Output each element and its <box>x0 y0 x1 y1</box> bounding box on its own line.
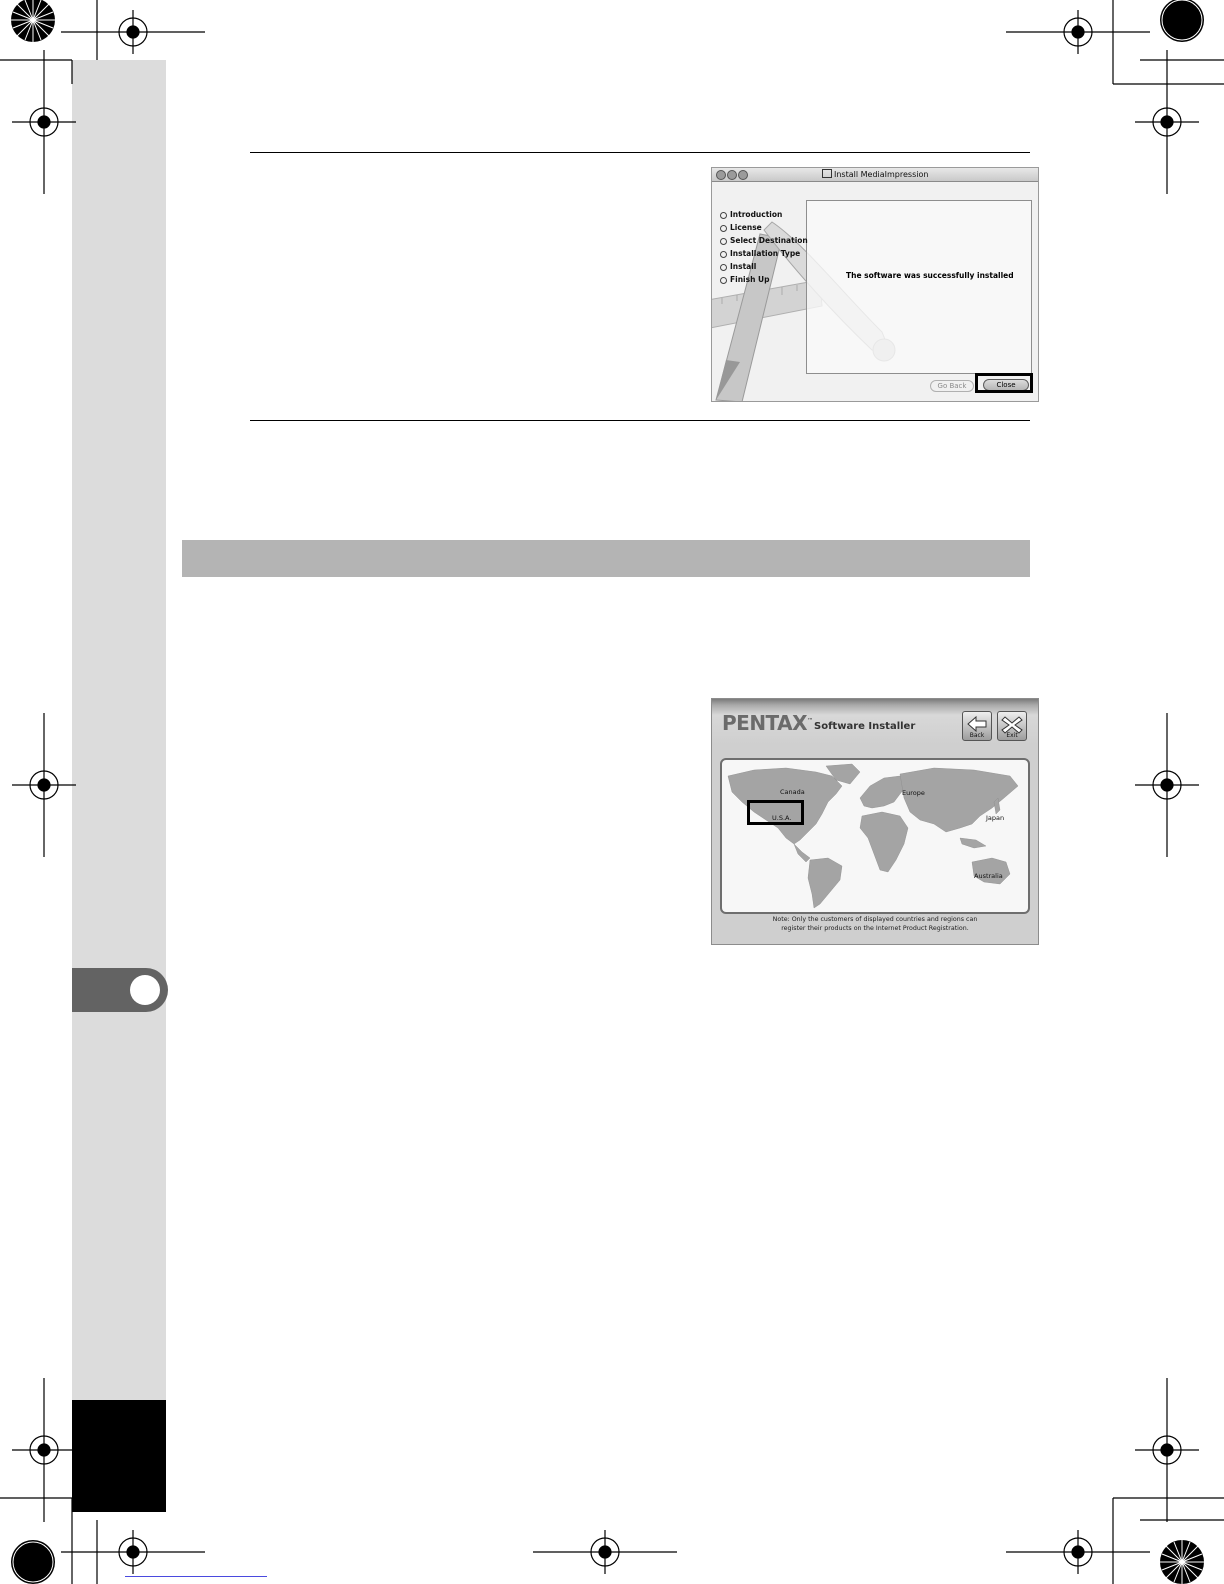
mac-window-title: Install MediaImpression <box>822 169 928 179</box>
mac-titlebar <box>712 168 1038 182</box>
registration-target-icon <box>61 1530 205 1574</box>
registration-target-icon <box>533 1530 677 1574</box>
bullet-icon <box>720 277 727 284</box>
step-install: Install <box>720 262 756 271</box>
exit-label: Exit <box>1006 732 1018 739</box>
step-license: License <box>720 223 762 232</box>
bullet-icon <box>720 212 727 219</box>
step-select-destination: Select Destination <box>720 236 808 245</box>
trademark-mark: ™ <box>807 717 813 725</box>
exit-button[interactable] <box>997 711 1027 741</box>
pentax-installer-screenshot <box>711 698 1039 945</box>
installer-title: Software Installer <box>814 721 916 732</box>
registration-note <box>712 915 1038 933</box>
region-australia[interactable]: Australia <box>974 872 1003 880</box>
registration-target-icon <box>1006 10 1150 54</box>
close-button-highlight <box>975 373 1033 393</box>
registration-target-icon <box>12 1378 76 1522</box>
section-heading-bar <box>182 540 1030 577</box>
step-bottom-rule <box>250 420 1030 421</box>
usa-selection-highlight <box>747 800 804 825</box>
side-black-block <box>72 1400 166 1512</box>
registration-target-icon <box>1006 1530 1150 1574</box>
starburst-tr <box>1160 0 1204 42</box>
note-line-1: Note: Only the customers of displayed countries and regions can <box>772 916 978 923</box>
registration-target-icon <box>61 10 205 54</box>
back-button[interactable] <box>962 711 992 741</box>
zoom-dot-icon <box>738 170 748 180</box>
registration-target-icon <box>12 50 76 194</box>
footer-link-underline <box>125 1576 267 1577</box>
go-back-button[interactable]: Go Back <box>930 380 974 392</box>
chapter-tab-circle <box>130 975 160 1005</box>
back-arrow-icon <box>963 714 991 734</box>
minimize-dot-icon <box>727 170 737 180</box>
world-map <box>724 762 1026 910</box>
side-band <box>72 60 166 1510</box>
mac-installer-screenshot <box>711 167 1039 402</box>
region-japan[interactable]: Japan <box>986 814 1005 822</box>
region-usa[interactable]: U.S.A. <box>772 814 792 822</box>
starburst-tl <box>11 0 55 42</box>
close-button[interactable]: Close <box>983 379 1029 391</box>
bullet-icon <box>720 264 727 271</box>
success-message: The software was successfully installed <box>846 271 1014 280</box>
bullet-icon <box>720 251 727 258</box>
region-canada[interactable]: Canada <box>780 788 805 796</box>
bullet-icon <box>720 238 727 245</box>
region-europe[interactable]: Europe <box>902 789 925 797</box>
world-map-frame <box>720 758 1030 914</box>
registration-target-icon <box>1135 713 1199 857</box>
pentax-logo: PENTAX™ <box>722 711 813 735</box>
bullet-icon <box>720 225 727 232</box>
mac-content-panel <box>806 200 1032 374</box>
step-top-rule <box>250 152 1030 153</box>
package-icon <box>822 169 832 178</box>
note-line-2: register their products on the Internet Product Registration. <box>781 925 969 932</box>
starburst-br <box>1160 1540 1204 1584</box>
exit-x-icon <box>998 714 1026 734</box>
close-dot-icon <box>716 170 726 180</box>
registration-target-icon <box>1135 50 1199 194</box>
back-label: Back <box>969 732 985 739</box>
starburst-bl <box>11 1540 55 1584</box>
registration-target-icon <box>1135 1378 1199 1522</box>
registration-target-icon <box>12 713 76 857</box>
step-introduction: Introduction <box>720 210 782 219</box>
step-installation-type: Installation Type <box>720 249 800 258</box>
step-finish-up: Finish Up <box>720 275 769 284</box>
